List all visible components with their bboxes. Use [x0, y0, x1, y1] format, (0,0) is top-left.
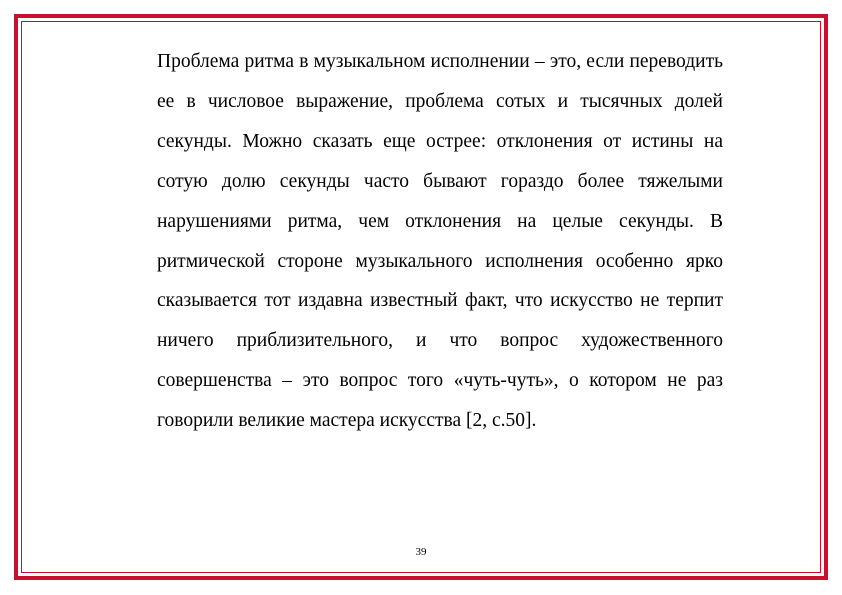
page-number: 39 [415, 546, 427, 558]
body-paragraph: Проблема ритма в музыкальном исполнении – это, если переводить ее в числовое выражение, проблема сотых и тысячных долей секунды. Можно сказать еще острее: отклонения от истины на сотую долю секунды часто бывают гораздо более тяжелыми нарушениями ритма, чем отклонения на целые секунды. В ритмической стороне музыкального исполнения особенно ярко сказывается тот издавна известный факт, что искусство не терпит ничего приблизительного, и что вопрос художественного совершенства – это вопрос того «чуть-чуть», о котором не раз говорили великие мастера искусства [2, с.50]. [157, 51, 723, 432]
